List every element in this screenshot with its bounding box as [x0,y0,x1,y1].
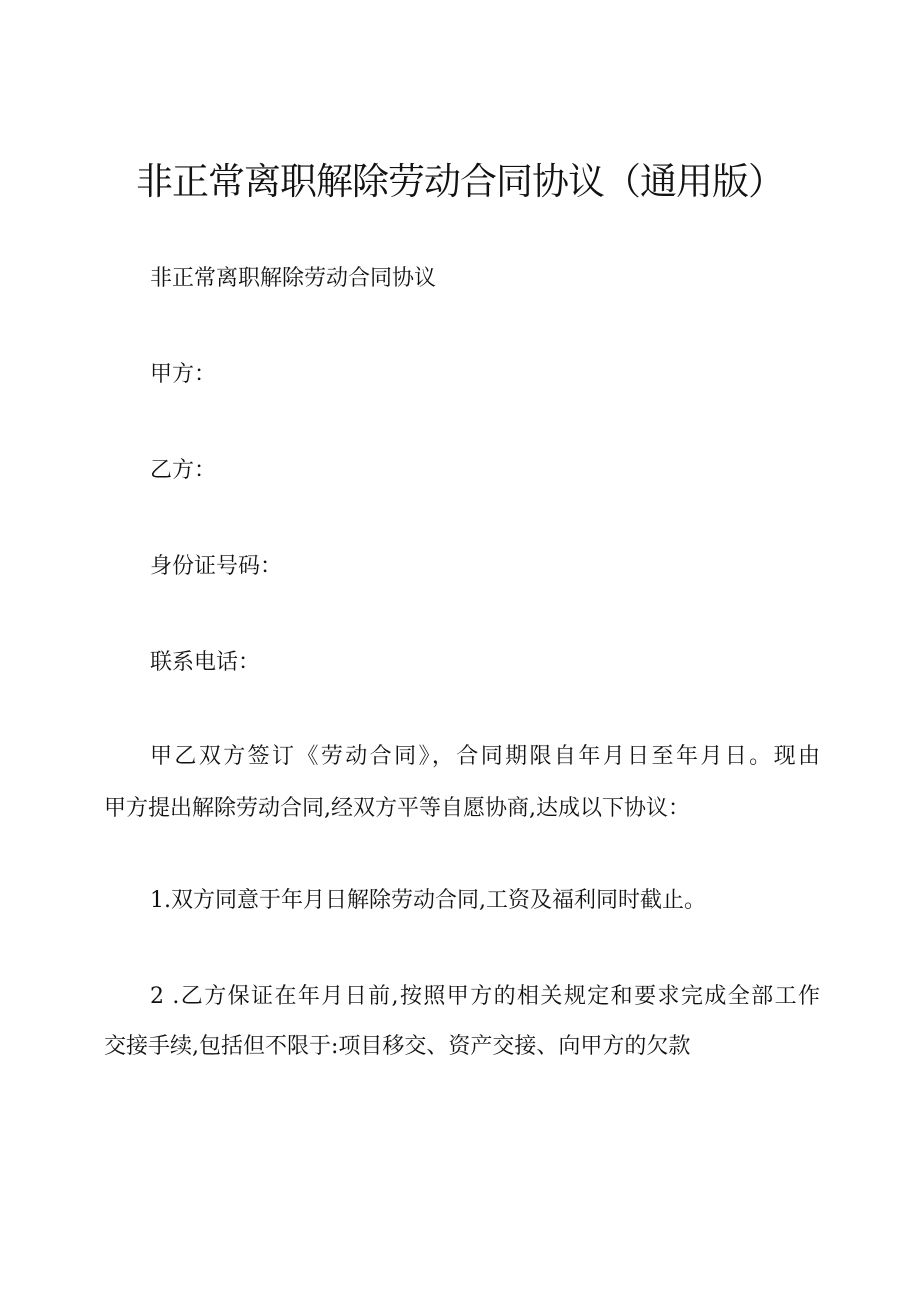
phone-label: 联系电话： [150,650,261,675]
intro-paragraph-line-1: 甲乙双方签订《劳动合同》，合同期限自年月日至年月日。现由 [150,744,820,769]
intro-paragraph-line-2: 甲方提出解除劳动合同,经双方平等自愿协商,达成以下协议： [104,796,690,821]
party-b-label: 乙方： [150,458,217,483]
clause-1: 1.双方同意于年月日解除劳动合同,工资及福利同时截止。 [150,888,706,913]
document-subtitle: 非正常离职解除劳动合同协议 [150,266,437,291]
party-a-label: 甲方： [150,362,217,387]
clause-2-line-1: 2 .乙方保证在年月日前,按照甲方的相关规定和要求完成全部工作 [150,984,820,1009]
clause-2-line-2: 交接手续,包括但不限于:项目移交、资产交接、向甲方的欠款 [104,1034,691,1059]
document-title: 非正常离职解除劳动合同协议（通用版） [136,160,784,203]
id-number-label: 身份证号码： [150,554,283,579]
